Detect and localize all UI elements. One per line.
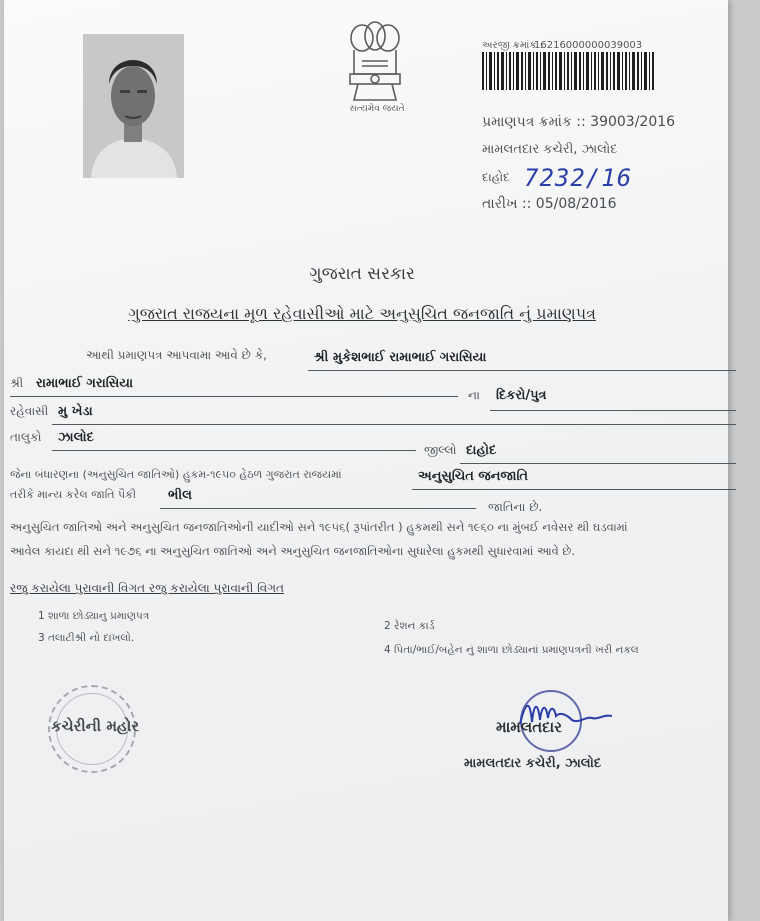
legal-text-line-1: અનુસુચિત જાતિઓ અને અનુસુચિત જનજાતિઓની યાદીઓ સને ૧૯૫૬( રૂપાંતરીત ) હુકમથી સને ૧૯૬૦ ના મુંબઈ નવેસર થી ઘડવામાં [10,520,628,534]
legal-text-line-2: આવેલ કાયદા થી સને ૧૯૭૬ ના અનુસુચિત જાતિઓ અને અનુસુચિત જનજાતિઓના સુધારેલા હુકમથી સુધારવામાં આવે છે. [10,544,575,558]
issuing-office: મામલતદાર કચેરી, ઝાલોદ [482,142,618,157]
resident-label: રહેવાસી [10,404,49,418]
district: દાહોદ [466,443,497,458]
relation: દિકરો/પુત્ર [496,388,547,403]
government-title: ગુજરાત સરકાર [309,264,415,284]
evidence-item: 3 તલાટીશ્રી નો દાખલો. [38,632,135,644]
serial-number: 16216000000039003 [534,40,643,51]
evidence-item: 4 પિતા/ભાઈ/બહેન નું શાળા છોડ્યાનાં પ્રમાણપત્રની ખરી નકલ [384,644,639,656]
constitution-text: જેના બંધારણના (અનુસુચિત જાતિઓ) હુકમ-૧૯૫૦ હેઠળ ગુજરાત રાજયમાં [10,468,342,481]
village-rule [52,424,736,425]
handwritten-number: 7232/16 [524,164,633,192]
holder-name: શ્રી મુકેશભાઈ રામાભાઈ ગરાસિયા [314,350,487,365]
caste-suffix: જાતિના છે. [488,500,543,514]
serial-label: અરજી ક્રમાંક : [482,40,543,51]
recognized-label: તરીકે માન્ય કરેલ જાતિ પૈકી [10,488,137,501]
caste-rule [160,508,476,509]
applicant-photo [83,34,184,178]
taluka: ઝાલોદ [58,430,94,445]
office-place: દાહોદ [482,170,510,184]
evidence-heading: રજુ કરાયેલા પુરાવાની વિગત રજુ કરાયેલા પુરાવાની વિગત [10,581,284,595]
certificate-number: પ્રમાણપત્ર ક્રમાંક :: 39003/2016 [482,114,676,130]
village: મુ ખેડા [58,404,93,419]
na-label: ના [468,388,480,402]
office-seal-label: કચેરીની મહોર [51,717,140,735]
name-rule [308,370,736,371]
taluka-label: તાલુકો [10,430,42,444]
father-name: રામાભાઈ ગરાસિયા [36,376,134,391]
signatory-title: મામલતદાર [496,718,562,736]
category: અનુસુચિત જનજાતિ [418,469,529,484]
shri-label: શ્રી [10,376,24,390]
signatory-office: મામલતદાર કચેરી, ઝાલોદ [464,756,602,771]
emblem-motto: સત્યમેવ જયતે [349,104,405,114]
issue-date: તારીખ :: 05/08/2016 [482,196,617,212]
category-rule [412,489,736,490]
evidence-item: 1 શાળા છોડ્યાનુ પ્રમાણપત્ર [38,610,150,622]
caste: ભીલ [168,488,192,503]
certificate-subject: ગુજરાત રાજયના મૂળ રહેવાસીઓ માટે અનુસુચિત જનજાતિ નું પ્રમાણપત્ર [128,304,596,323]
relation-rule [490,410,736,411]
district-label: જીલ્લો [424,443,457,457]
evidence-item: 2 રેશન કાર્ડ [384,620,435,632]
taluka-rule [52,450,416,451]
intro-label: આથી પ્રમાણપત્ર આપવામા આવે છે કે, [86,348,267,362]
district-rule [460,463,736,464]
barcode [482,52,654,90]
father-rule [10,396,458,397]
